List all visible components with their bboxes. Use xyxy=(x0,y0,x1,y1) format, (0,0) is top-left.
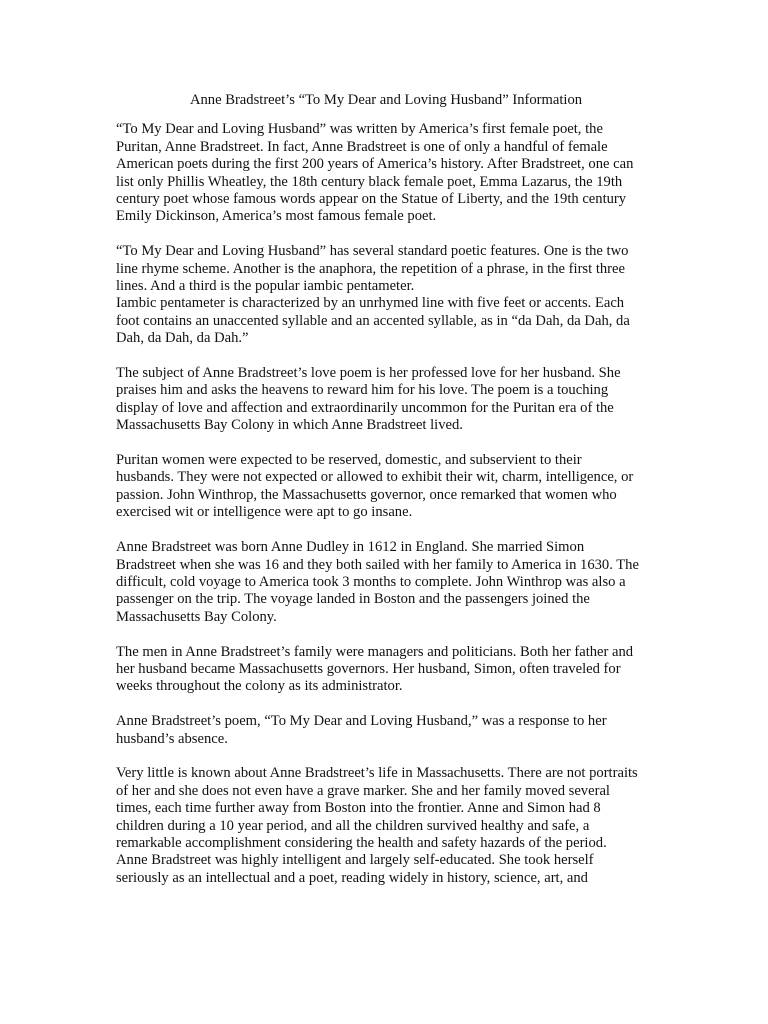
paragraph-family xyxy=(116,644,656,696)
text-line: her husband became Massachusetts governors. Her husband, Simon, often traveled for xyxy=(116,660,621,677)
text-line: exercised wit or intelligence were apt to go insane. xyxy=(116,504,413,521)
paragraph-life-in-massachusetts xyxy=(116,765,656,887)
text-line: passion. John Winthrop, the Massachusetts governor, once remarked that women who xyxy=(116,486,617,503)
text-line: seriously as an intellectual and a poet, reading widely in history, science, art, and xyxy=(116,869,588,886)
text-line: Massachusetts Bay Colony in which Anne Bradstreet lived. xyxy=(116,417,463,434)
text-line: husband’s absence. xyxy=(116,730,228,747)
text-line: line rhyme scheme. Another is the anaphora, the repetition of a phrase, in the first three xyxy=(116,260,625,277)
text-line: American poets during the first 200 years of America’s history. After Bradstreet, one can xyxy=(116,156,634,173)
text-line: Puritan women were expected to be reserved, domestic, and subservient to their xyxy=(116,452,582,469)
text-line: weeks throughout the colony as its administrator. xyxy=(116,678,403,695)
text-line: “To My Dear and Loving Husband” was written by America’s first female poet, the xyxy=(116,121,603,138)
paragraph-poem-response xyxy=(116,713,656,748)
paragraph-biography xyxy=(116,539,656,626)
text-line: Puritan, Anne Bradstreet. In fact, Anne Bradstreet is one of only a handful of female xyxy=(116,138,608,155)
text-line: Very little is known about Anne Bradstreet’s life in Massachusetts. There are not portraits xyxy=(116,765,638,782)
text-line: passenger on the trip. The voyage landed in Boston and the passengers joined the xyxy=(116,591,590,608)
text-line: “To My Dear and Loving Husband” has several standard poetic features. One is the two xyxy=(116,243,629,260)
paragraph-iambic-pentameter xyxy=(116,295,656,347)
text-line: century poet whose famous words appear on the Statue of Liberty, and the 19th century xyxy=(116,191,627,208)
text-line: foot contains an unaccented syllable and an accented syllable, as in “da Dah, da Dah, da xyxy=(116,312,630,329)
text-line: Bradstreet when she was 16 and they both sailed with her family to America in 1630. The xyxy=(116,556,639,573)
text-line: display of love and affection and extraordinarily uncommon for the Puritan era of the xyxy=(116,399,614,416)
text-line: list only Phillis Wheatley, the 18th century black female poet, Emma Lazarus, the 19th xyxy=(116,173,623,190)
paragraph-poem-subject xyxy=(116,365,656,435)
text-line: Anne Bradstreet was highly intelligent and largely self-educated. She took herself xyxy=(116,852,594,869)
text-line: remarkable accomplishment considering the health and safety hazards of the period. xyxy=(116,834,607,851)
text-line: husbands. They were not expected or allowed to exhibit their wit, charm, intelligence, or xyxy=(116,469,634,486)
text-line: Massachusetts Bay Colony. xyxy=(116,608,277,625)
text-line: The men in Anne Bradstreet’s family were managers and politicians. Both her father and xyxy=(116,643,634,660)
document-page xyxy=(116,92,656,887)
text-line: The subject of Anne Bradstreet’s love poem is her professed love for her husband. She xyxy=(116,365,621,382)
text-line: lines. And a third is the popular iambic pentameter. xyxy=(116,278,415,295)
text-line: difficult, cold voyage to America took 3 months to complete. John Winthrop was also a xyxy=(116,573,626,590)
text-line: times, each time further away from Boston into the frontier. Anne and Simon had 8 xyxy=(116,800,601,817)
text-line: Emily Dickinson, America’s most famous female poet. xyxy=(116,208,437,225)
text-line: praises him and asks the heavens to reward him for his love. The poem is a touching xyxy=(116,382,609,399)
document-title: Anne Bradstreet’s “To My Dear and Loving Husband” Information xyxy=(189,92,583,108)
paragraph-poetic-features xyxy=(116,243,656,295)
text-line: Iambic pentameter is characterized by an unrhymed line with five feet or accents. Each xyxy=(116,295,625,312)
text-line: Anne Bradstreet was born Anne Dudley in 1612 in England. She married Simon xyxy=(116,539,585,556)
paragraph-intro xyxy=(116,121,656,225)
text-line: children during a 10 year period, and all the children survived healthy and safe, a xyxy=(116,817,590,834)
text-line: Dah, da Dah, da Dah.” xyxy=(116,330,249,347)
text-line: of her and she does not even have a grave marker. She and her family moved several xyxy=(116,782,610,799)
text-line: Anne Bradstreet’s poem, “To My Dear and Loving Husband,” was a response to her xyxy=(116,713,607,730)
paragraph-puritan-women xyxy=(116,452,656,522)
